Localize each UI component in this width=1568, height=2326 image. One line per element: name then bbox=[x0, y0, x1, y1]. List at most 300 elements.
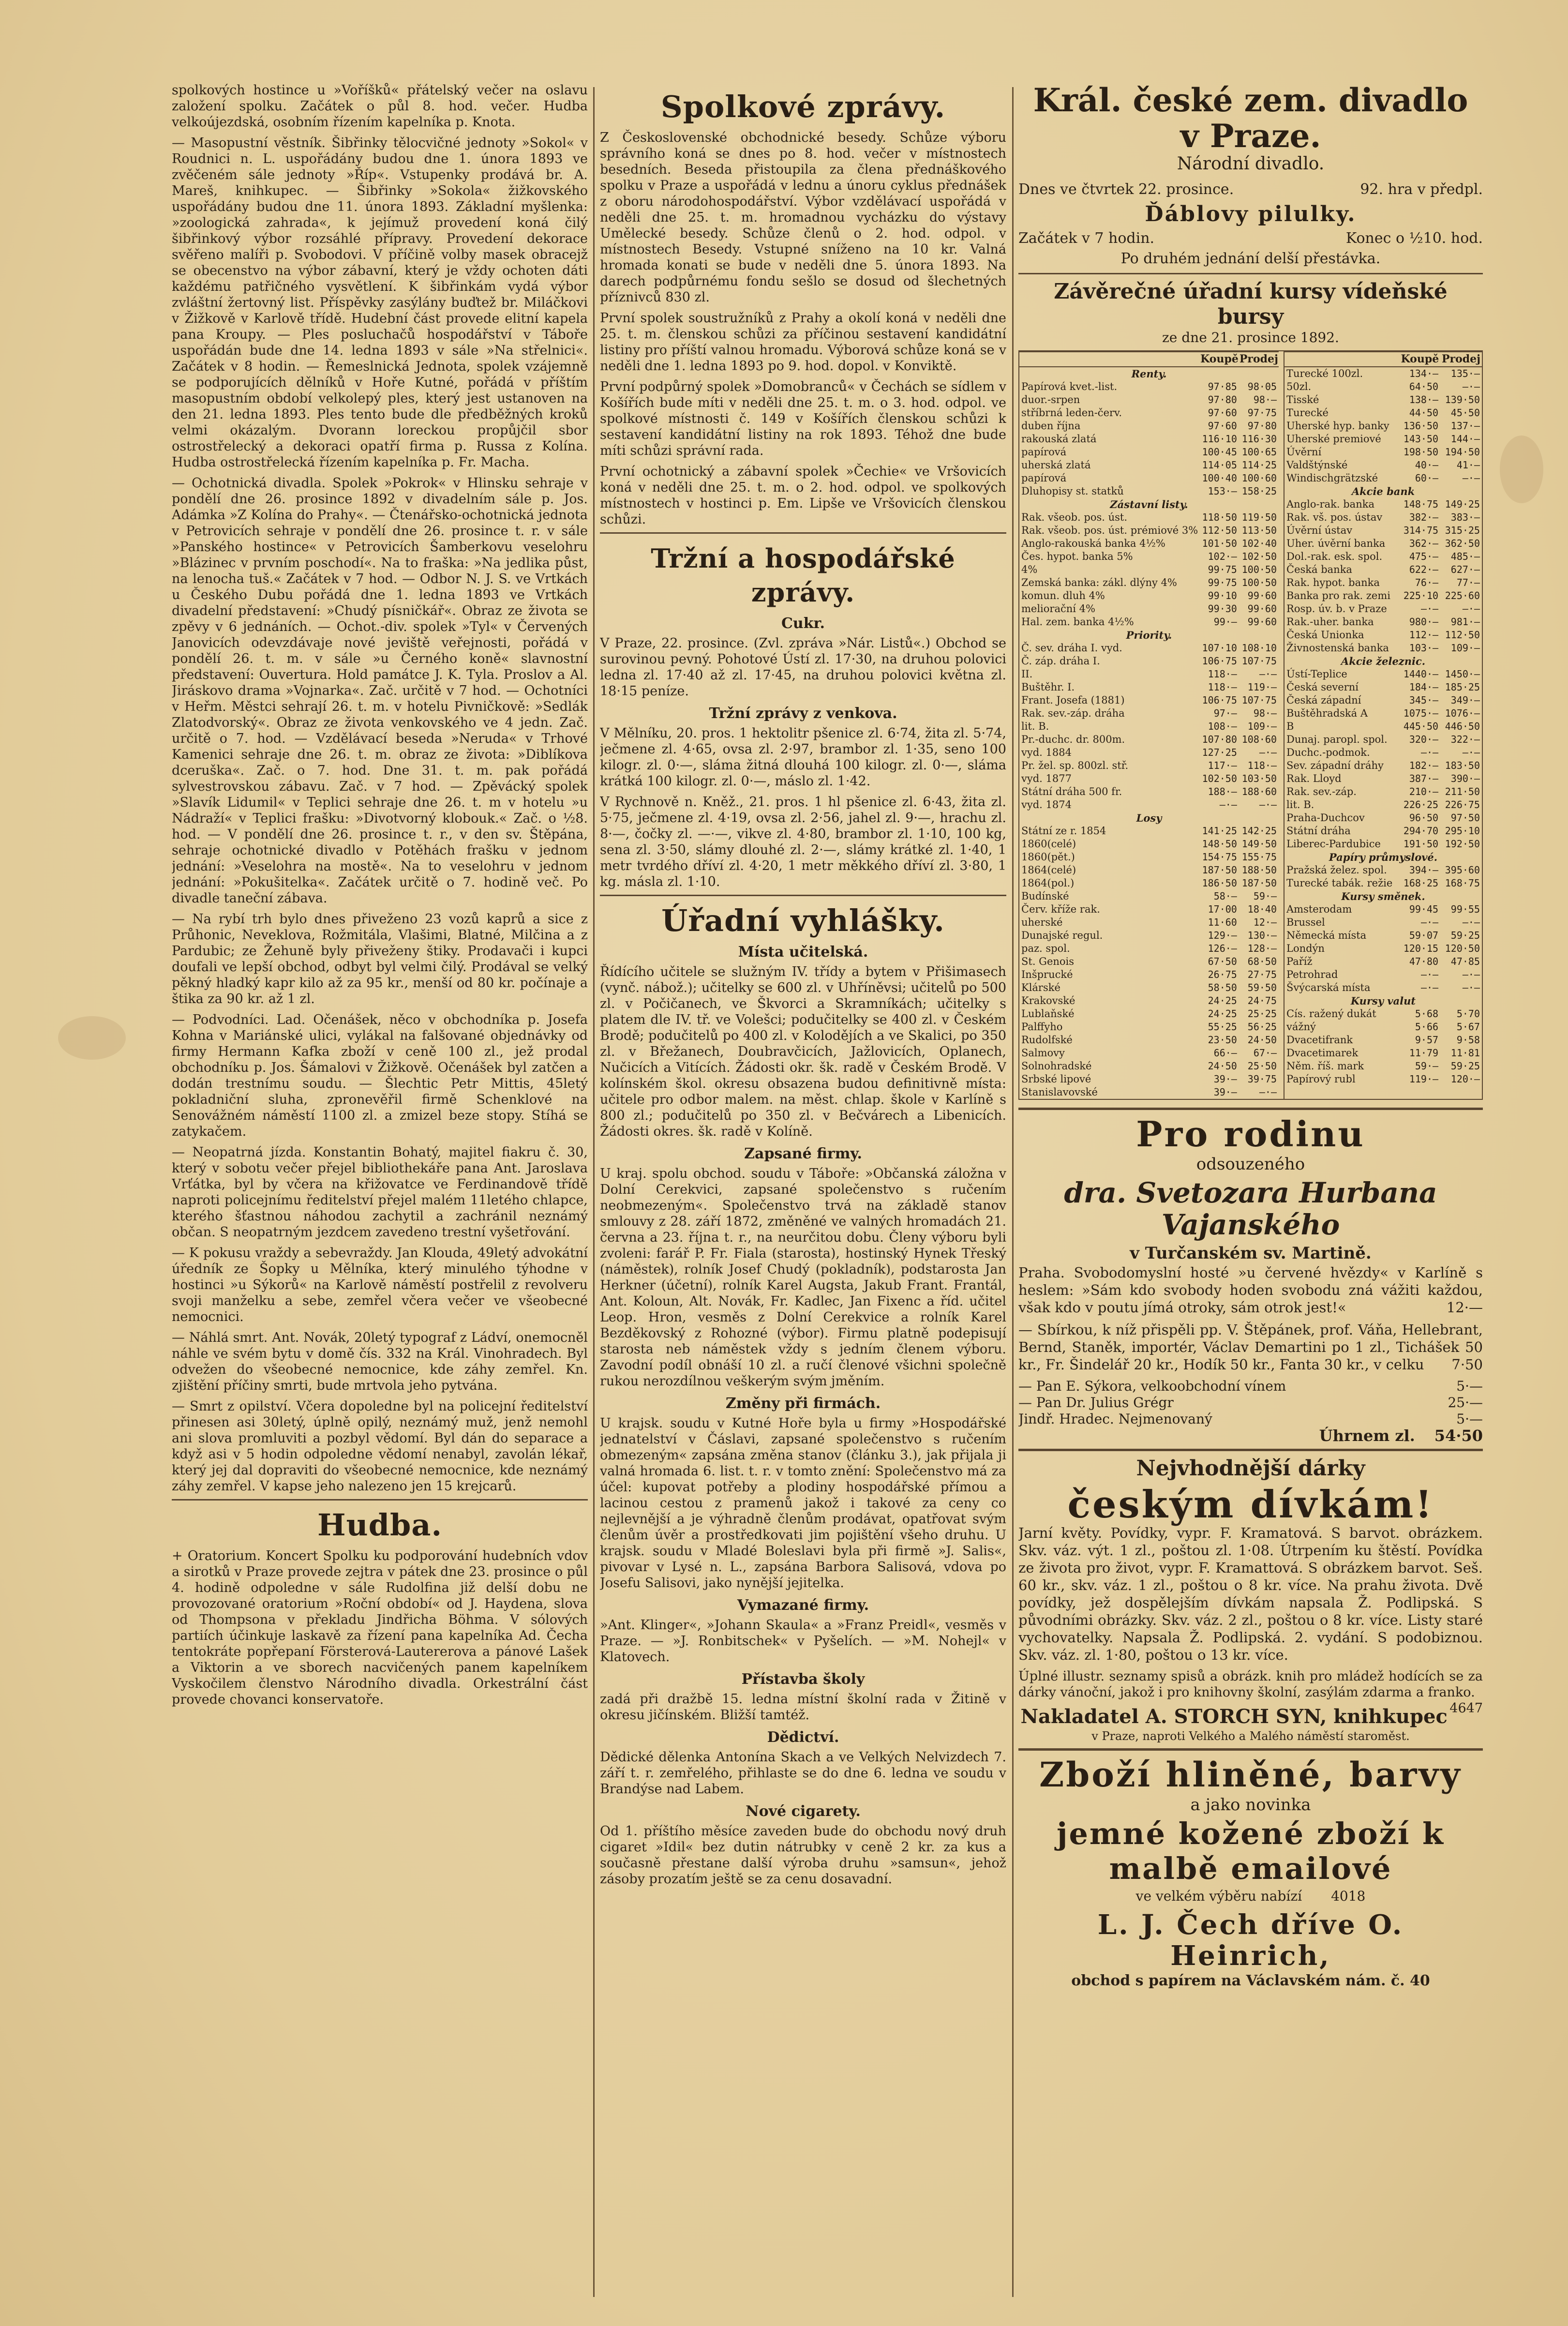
news-vrazda: — K pokusu vraždy a sebevraždy. Jan Klouda, 49letý advokátní úředník ze Šopky u Mělníka, který minulého týhodne v hostinci »u Sýkorů« na Karlově náměstí postřelil z revolveru svoji manželku a sebe, zemřel včera večer ve všeobecné nemocnici. bbox=[172, 1246, 588, 1324]
stock-name: Zemská banka: zákl. dlýny 4% bbox=[1021, 577, 1177, 588]
stock-name: Rak. hypot. banka bbox=[1286, 577, 1380, 588]
stock-name: Česká banka bbox=[1286, 564, 1352, 575]
stock-name: Lublaňské bbox=[1021, 1008, 1075, 1020]
stock-header-sell: Prodej bbox=[1440, 352, 1482, 367]
ad-zbozi-title: Zboží hliněné, barvy bbox=[1039, 1755, 1462, 1795]
stock-buy: 101·50 bbox=[1202, 538, 1237, 549]
ad-pro-rodinu-sub: odsouzeného bbox=[1196, 1155, 1305, 1174]
stock-buy: 362·— bbox=[1409, 538, 1439, 549]
stock-sell: 25·25 bbox=[1247, 1008, 1277, 1020]
stock-buy: 387·— bbox=[1409, 773, 1439, 784]
news-cigarety: Od 1. příštího měsíce zaveden bude do obchodu nový druh cigaret »Idil« bez dutin nátrubky v ceně 2 kr. za kus a současně přestane další výroba druhu »samsun«, jehož zásoby prozatím ještě se za cenu dosavadní. bbox=[600, 1824, 1006, 1887]
bursa-date: ze dne 21. prosince 1892. bbox=[1162, 330, 1339, 345]
stock-buy: 129·— bbox=[1208, 930, 1237, 941]
stock-buy: 40·— bbox=[1415, 459, 1439, 471]
news-venkov-rychnov: V Rychnově n. Kněž., 21. pros. 1 hl pšenice zl. 6·43, žita zl. 5·75, ječmene zl. 4·19, ovsa zl. 2·56, jahel zl. 9·—, hrachu zl. 8·—, čočky zl. —·—, vikve zl. 4·80, brambor zl. 1·10, 100 kg, sena zl. 3·50, slámy dlouhé zl. 2·—, slámy krátké zl. 1·40, 1 metr tvrdého dříví zl. 4·20, 1 metr měkkého dříví zl. 3·80, 1 kg. másla zl. 1·10. bbox=[600, 795, 1006, 889]
stock-sell: —·— bbox=[1259, 799, 1277, 810]
stock-row bbox=[1019, 393, 1279, 406]
stock-row bbox=[1019, 746, 1279, 759]
stock-name: 50zl. bbox=[1286, 381, 1312, 392]
section-title-spolkove: Spolkové zprávy. bbox=[660, 89, 946, 124]
stock-sell: 168·75 bbox=[1445, 877, 1480, 889]
stock-buy: 186·50 bbox=[1202, 877, 1237, 889]
stock-name: Rak. sev.-záp. dráha bbox=[1021, 707, 1125, 719]
stock-sell: 102·40 bbox=[1241, 538, 1277, 549]
stock-sell: 99·60 bbox=[1247, 603, 1277, 615]
stock-table bbox=[1018, 350, 1483, 1100]
stock-buy: 60·— bbox=[1415, 472, 1439, 484]
stock-row bbox=[1019, 485, 1279, 498]
stock-sell: 188·60 bbox=[1241, 786, 1277, 797]
stock-sell: 149·25 bbox=[1445, 498, 1480, 510]
stock-header-buy: Koupě bbox=[1400, 352, 1440, 367]
stock-row bbox=[1284, 811, 1482, 825]
stock-group-row bbox=[1019, 811, 1279, 825]
stock-sell: 47·85 bbox=[1450, 956, 1480, 967]
stock-sell: 11·81 bbox=[1450, 1047, 1480, 1059]
stock-name: Buštěhr. I. bbox=[1021, 681, 1075, 693]
stock-name: Státní dráha bbox=[1286, 825, 1351, 837]
stock-row bbox=[1284, 459, 1482, 472]
stock-row bbox=[1284, 1060, 1482, 1073]
stock-name: paz. spol. bbox=[1021, 943, 1070, 954]
stock-sell: 103·50 bbox=[1241, 773, 1277, 784]
theatre-time-row bbox=[1018, 229, 1483, 248]
stock-row bbox=[1284, 1020, 1482, 1034]
stock-buy: 24·25 bbox=[1208, 1008, 1237, 1020]
stock-row bbox=[1284, 916, 1482, 929]
stock-sell: 100·50 bbox=[1241, 577, 1277, 588]
ad-darky-head: Nejvhodnější dárky bbox=[1136, 1456, 1365, 1481]
stock-name: Paříž bbox=[1286, 956, 1313, 967]
stock-row bbox=[1019, 615, 1279, 629]
stock-buy: 59·07 bbox=[1409, 930, 1439, 941]
stock-buy: 980·— bbox=[1409, 616, 1439, 628]
stock-row bbox=[1019, 1086, 1279, 1099]
stock-sell: 446·50 bbox=[1445, 720, 1480, 732]
ad-zbozi-big: jemné kožené zboží k malbě emailové bbox=[1057, 1816, 1445, 1886]
stock-name: Buštěhradská A bbox=[1286, 707, 1368, 719]
stock-row bbox=[1019, 720, 1279, 733]
stock-row bbox=[1019, 1073, 1279, 1086]
news-intro: spolkových hostince u »Voříšků« přátelský večer na oslavu založení spolku. Začátek o půl 8. hod. večer. Hudba velkoújezdská, osobním řízením kapelníka p. Knota. bbox=[172, 83, 588, 130]
stock-name: Uher. úvěrní banka bbox=[1286, 538, 1386, 549]
stock-sell: 109·— bbox=[1247, 720, 1277, 732]
stock-sell: 362·50 bbox=[1445, 538, 1480, 549]
ad-zbozi-offer-row bbox=[1018, 1888, 1483, 1905]
stock-sell: 9·58 bbox=[1456, 1034, 1480, 1046]
stock-name: Praha-Duchcov bbox=[1286, 812, 1365, 824]
stock-sell: —·— bbox=[1462, 603, 1480, 615]
stock-buy: 97·85 bbox=[1208, 381, 1237, 392]
stock-sell: 59·— bbox=[1253, 890, 1277, 902]
stock-buy: 97·80 bbox=[1208, 394, 1237, 405]
stock-buy: 17·00 bbox=[1208, 903, 1237, 915]
column-3 bbox=[1018, 82, 1483, 2307]
stock-buy: 64·50 bbox=[1409, 381, 1439, 392]
donation-total: 54·50 bbox=[1434, 1426, 1483, 1445]
stock-sell: 119·50 bbox=[1241, 511, 1277, 523]
stock-buy: 76·— bbox=[1415, 577, 1439, 588]
stock-sell: 1076·— bbox=[1445, 707, 1480, 719]
stock-name: Německá místa bbox=[1286, 930, 1367, 941]
stock-buy: 96·50 bbox=[1409, 812, 1439, 824]
stock-buy: 103·— bbox=[1409, 642, 1439, 654]
stock-buy: 225·10 bbox=[1403, 590, 1439, 601]
ad-code: 4018 bbox=[1331, 1888, 1366, 1904]
ad-pro-rodinu-text bbox=[1018, 1264, 1483, 1316]
stock-name: Liberec-Pardubice bbox=[1286, 838, 1381, 850]
theatre-end: Konec o ½10. hod. bbox=[1345, 230, 1483, 247]
stock-buy: 107·10 bbox=[1202, 642, 1237, 654]
section-divider bbox=[1018, 1748, 1483, 1751]
stock-name: Pr.-duchc. dr. 800m. bbox=[1021, 734, 1125, 745]
stock-sell: 390·— bbox=[1450, 773, 1480, 784]
stock-buy: 58·— bbox=[1213, 890, 1237, 902]
stock-group-label: Kursy směnek. bbox=[1341, 890, 1425, 902]
stock-row bbox=[1019, 602, 1279, 615]
stock-buy: 106·75 bbox=[1202, 655, 1237, 667]
column-rule bbox=[1012, 87, 1014, 2297]
stock-buy: 117·— bbox=[1208, 760, 1237, 771]
stock-sell: 225·60 bbox=[1445, 590, 1480, 601]
ad-zbozi-offer: ve velkém výběru nabízí bbox=[1135, 1888, 1302, 1904]
stock-row bbox=[1019, 798, 1279, 811]
stock-row bbox=[1284, 668, 1482, 681]
stock-name: Londýn bbox=[1286, 943, 1325, 954]
stock-row bbox=[1019, 981, 1279, 994]
stock-row bbox=[1019, 433, 1279, 446]
stock-row bbox=[1019, 537, 1279, 550]
ad-darky-publisher: Nakladatel A. STORCH SYN, knihkupec bbox=[1020, 1705, 1448, 1728]
stock-row bbox=[1019, 929, 1279, 942]
stock-row bbox=[1284, 981, 1482, 994]
stock-name: Inšprucké bbox=[1021, 969, 1073, 980]
stock-buy: 143·50 bbox=[1403, 433, 1439, 445]
stock-buy: 120·15 bbox=[1403, 943, 1439, 954]
stock-sell: 120·— bbox=[1450, 1073, 1480, 1085]
stock-sell: —·— bbox=[1462, 747, 1480, 758]
donation-amount: 12·— bbox=[1446, 1299, 1483, 1316]
stock-sell: 107·75 bbox=[1241, 694, 1277, 706]
stock-sell: 59·25 bbox=[1450, 1060, 1480, 1072]
theatre-title: Král. české zem. divadlo v Praze. bbox=[1033, 82, 1468, 155]
stock-buy: 198·50 bbox=[1403, 446, 1439, 458]
stock-buy: 23·50 bbox=[1208, 1034, 1237, 1046]
stock-buy: —·— bbox=[1420, 982, 1439, 993]
stock-sell: 116·30 bbox=[1241, 433, 1277, 445]
stock-buy: 138·— bbox=[1409, 394, 1439, 405]
news-rybi-trh: — Na rybí trh bylo dnes přiveženo 23 vozů kaprů a sice z Průhonic, Neveklova, Rožmitála, Vlašimi, Blatné, Milčina a z Pardubic; ze Žehuně byly přiveženy štiky. Prodavači i kupci doufali ve lepší obchod, odbyt byl velmi čilý. Prodával se velký pěkný hladký kapr kilo až za 95 kr., menší od 80 kr. počínaje a štika za 90 kr. až 1 zl. bbox=[172, 912, 588, 1006]
stock-name: uherské bbox=[1021, 916, 1063, 928]
ad-darky-note bbox=[1018, 1668, 1483, 1716]
stock-group-label: Papíry průmyslové. bbox=[1329, 851, 1438, 863]
news-spolek-4: První ochotnický a zábavní spolek »Čechie« ve Vršovicích koná v neděli dne 25. t. m. o 2. hod. odpol. ve spolkových místnostech v hostinci p. Em. Lipše ve Vršovicích členskou schůzi. bbox=[600, 464, 1006, 527]
stock-buy: 136·50 bbox=[1403, 420, 1439, 432]
stock-sell: 100·65 bbox=[1241, 446, 1277, 458]
stock-sell: 194·50 bbox=[1445, 446, 1480, 458]
stock-sell: 108·60 bbox=[1241, 734, 1277, 745]
stock-name: Pr. žel. sp. 800zl. stř. bbox=[1021, 760, 1129, 771]
stock-name: papírová bbox=[1021, 446, 1067, 458]
stock-buy: 44·50 bbox=[1409, 407, 1439, 419]
stock-name: lit. B. bbox=[1021, 720, 1049, 732]
stock-sell: —·— bbox=[1259, 1086, 1277, 1098]
stock-name: vyd. 1874 bbox=[1021, 799, 1072, 810]
stock-row bbox=[1284, 681, 1482, 694]
news-podvodnici: — Podvodníci. Lad. Očenášek, něco v obchodníka p. Josefa Kohna v Mariánské ulici, vylákal na falšované objednávky od firmy Hermann Kafka zboží v ceně 100 zl., jež prodal obchodníku p. Jos. Šámalovi v Žižkově. Očenášek byl zatčen a dodán trestnímu soudu. — Šlechtic Petr Mittis, 45letý pokladniční sluha, zpronevěřil firmě Schenklové na Senovážném náměstí 1100 zl. a zmizel beze stopy. Stíhá se zatykačem. bbox=[172, 1012, 588, 1139]
stock-name: 1864(pol.) bbox=[1021, 877, 1075, 889]
stock-name: vyd. 1884 bbox=[1021, 747, 1072, 758]
stock-row bbox=[1019, 511, 1279, 524]
stock-buy: 112·50 bbox=[1202, 525, 1237, 536]
stock-name: uherská zlatá bbox=[1021, 459, 1091, 471]
stock-name: Česká Unionka bbox=[1286, 629, 1364, 641]
stock-name: Valdštýnské bbox=[1286, 459, 1348, 471]
stock-name: Rak. všeob. pos. úst. prémiové 3% bbox=[1021, 525, 1198, 536]
donation-amount: 5·— bbox=[1456, 1411, 1483, 1427]
stock-name: Uherské premiové bbox=[1286, 433, 1381, 445]
stock-row bbox=[1019, 681, 1279, 694]
theatre-date: Dnes ve čtvrtek 22. prosince. bbox=[1018, 181, 1234, 198]
stock-buy: 116·10 bbox=[1202, 433, 1237, 445]
stock-name: Dvacetimarek bbox=[1286, 1047, 1359, 1059]
stock-buy: 1440·— bbox=[1403, 668, 1439, 680]
stock-name: meliorační 4% bbox=[1021, 603, 1095, 615]
stock-name: Něm. říš. mark bbox=[1286, 1060, 1364, 1072]
stock-row bbox=[1284, 733, 1482, 746]
stock-row bbox=[1284, 642, 1482, 655]
stock-buy: 59·— bbox=[1415, 1060, 1439, 1072]
stock-sell: 25·50 bbox=[1247, 1060, 1277, 1072]
stock-sell: —·— bbox=[1462, 381, 1480, 392]
stock-buy: 148·50 bbox=[1202, 838, 1237, 850]
stock-row bbox=[1019, 524, 1279, 537]
stock-buy: 112·— bbox=[1409, 629, 1439, 641]
stock-row bbox=[1284, 707, 1482, 720]
stock-sell: 155·75 bbox=[1241, 851, 1277, 863]
stock-row bbox=[1284, 393, 1482, 406]
stock-name: Pražská želez. spol. bbox=[1286, 864, 1387, 876]
stock-name: Česká severní bbox=[1286, 681, 1359, 693]
stock-row bbox=[1284, 602, 1482, 615]
stock-name: Solnohradské bbox=[1021, 1060, 1092, 1072]
stock-row bbox=[1019, 642, 1279, 655]
stock-name: II. bbox=[1021, 668, 1033, 680]
stock-buy: 55·25 bbox=[1208, 1021, 1237, 1033]
stock-name: Dunajské regul. bbox=[1021, 930, 1103, 941]
donation-name: — Pan Dr. Julius Grégr bbox=[1018, 1395, 1174, 1411]
stock-name: Krakovské bbox=[1021, 995, 1075, 1006]
stock-sell: —·— bbox=[1259, 668, 1277, 680]
stock-buy: 100·45 bbox=[1202, 446, 1237, 458]
donation-amount: 25·— bbox=[1448, 1395, 1483, 1411]
stock-name: Klárské bbox=[1021, 982, 1060, 993]
stock-name: Brussel bbox=[1286, 916, 1325, 928]
stock-row bbox=[1284, 838, 1482, 851]
stock-name: Anglo-rak. banka bbox=[1286, 498, 1374, 510]
stock-buy: 99·75 bbox=[1208, 577, 1237, 588]
stock-buy: —·— bbox=[1219, 799, 1237, 810]
stock-sell: 67·— bbox=[1253, 1047, 1277, 1059]
stock-buy: 107·80 bbox=[1202, 734, 1237, 745]
stock-sell: 349·— bbox=[1450, 694, 1480, 706]
stock-row bbox=[1284, 1047, 1482, 1060]
stock-name: rakouská zlatá bbox=[1021, 433, 1097, 445]
stock-buy: 127·25 bbox=[1202, 747, 1237, 758]
stock-sell: 24·50 bbox=[1247, 1034, 1277, 1046]
ad-zbozi-sub: a jako novinka bbox=[1190, 1795, 1311, 1815]
stock-row bbox=[1284, 825, 1482, 838]
news-vymazane: »Ant. Klinger«, »Johann Skaula« a »Franz Preidl«, vesměs v Praze. — »J. Ronbitschek« v Pyšelích. — »M. Nohejl« v Klatovech. bbox=[600, 1618, 1006, 1665]
stock-name: Rosp. úv. b. v Praze bbox=[1286, 603, 1387, 615]
stock-group-row bbox=[1284, 890, 1482, 903]
stock-sell: 139·50 bbox=[1445, 394, 1480, 405]
stock-name: Petrohrad bbox=[1286, 969, 1338, 980]
stock-row bbox=[1284, 563, 1482, 576]
stock-buy: 153·— bbox=[1208, 485, 1237, 497]
stock-sell: 59·50 bbox=[1247, 982, 1277, 993]
stock-row bbox=[1284, 550, 1482, 563]
stock-sell: 68·50 bbox=[1247, 956, 1277, 967]
stock-row bbox=[1284, 1007, 1482, 1020]
stock-row bbox=[1284, 589, 1482, 602]
stock-sell: 97·80 bbox=[1247, 420, 1277, 432]
stock-name: Windischgrätzské bbox=[1286, 472, 1378, 484]
stock-buy: —·— bbox=[1420, 747, 1439, 758]
stock-row bbox=[1019, 903, 1279, 916]
stock-header-name bbox=[1284, 352, 1400, 367]
stock-row bbox=[1019, 968, 1279, 981]
stock-row bbox=[1284, 903, 1482, 916]
stock-buy: 394·— bbox=[1409, 864, 1439, 876]
stock-sell: 114·25 bbox=[1241, 459, 1277, 471]
stock-sell: 130·— bbox=[1247, 930, 1277, 941]
stock-sell: 322·— bbox=[1450, 734, 1480, 745]
stock-buy: 5·68 bbox=[1415, 1008, 1439, 1020]
stock-row bbox=[1284, 955, 1482, 968]
stock-row bbox=[1019, 459, 1279, 472]
stock-row bbox=[1019, 877, 1279, 890]
stock-buy: 106·75 bbox=[1202, 694, 1237, 706]
stock-buy: 114·05 bbox=[1202, 459, 1237, 471]
stock-buy: 99·10 bbox=[1208, 590, 1237, 601]
stock-group-row bbox=[1284, 485, 1482, 498]
stock-sell: 77·— bbox=[1456, 577, 1480, 588]
stock-row bbox=[1019, 550, 1279, 563]
stock-buy: 382·— bbox=[1409, 511, 1439, 523]
stock-sell: 102·50 bbox=[1241, 551, 1277, 562]
ad-zbozi-firm: L. J. Čech dříve O. Heinrich, bbox=[1097, 1909, 1404, 1972]
stock-name: komun. dluh 4% bbox=[1021, 590, 1105, 601]
stock-name: Dluhopisy st. statků bbox=[1021, 485, 1124, 497]
theatre-date-row bbox=[1018, 180, 1483, 199]
subheading-mista: Místa učitelská. bbox=[738, 944, 868, 960]
stock-row bbox=[1019, 1020, 1279, 1034]
stock-name: Anglo-rakouská banka 4½% bbox=[1021, 538, 1165, 549]
stock-name: Rak. sev.-záp. bbox=[1286, 786, 1357, 797]
stock-name: Turecké bbox=[1286, 407, 1329, 419]
stock-sell: 295·10 bbox=[1445, 825, 1480, 837]
stock-name: Rak. vš. pos. ústav bbox=[1286, 511, 1383, 523]
stock-buy: 39·— bbox=[1213, 1073, 1237, 1085]
paper-stain bbox=[58, 1016, 126, 1060]
stock-group-row bbox=[1284, 994, 1482, 1007]
stock-buy: 9·57 bbox=[1415, 1034, 1439, 1046]
subheading-cukr: Cukr. bbox=[781, 615, 825, 632]
stock-name: Čes. hypot. banka 5% bbox=[1021, 551, 1133, 562]
stock-name: Č. sev. dráha I. vyd. bbox=[1021, 642, 1122, 654]
stock-sell: 185·25 bbox=[1445, 681, 1480, 693]
news-masopust: — Masopustní věstník. Šibřinky tělocvičné jednoty »Sokol« v Roudnici n. L. uspořádány budou dne 1. února 1893 ve zvěčeném sále jednoty »Říp«. Vstupenky prodává br. A. Mareš, knihkupec. — Šibřinky »Sokola« žižkovského uspořádány budou dne 11. února 1893. Základní myšlenka: »zoologická zahrada«, k jejímuž provedení koná čilý šibřinkový výbor rozsáhlé přípravy. Provedení dekorace svěřeno malíři p. Svobodovi. V příčině volby masek obracejž se obecenstvo na výbor zábavní, který je vždy ochoten dáti každému patřičného vysvětlení. K šibřinkám vydá výbor zvláštní žertovný list. Příspěvky zasýlány buďtež br. Miláčkovi v Žižkově v Karlově třídě. Hudební část provede elitní kapela pana Kroupy. — Ples posluchačů hospodářství v Táboře uspořádán bude dne 14. ledna 1893 v sále »Na střelnici«. Začátek v 8 hodin. — Řemeslnická Jednota, spolek vzájemně se podporujících dělníků v Hoře Kutné, pořádá v příštím masopustním období velkolepý ples, který jest ustanoven na den 21. ledna 1893. Ples tento bude dle předběžných kroků velmi okázalým. Dvorann loreckou propůjčil sbor ostrostřelecký a dekoraci opatří firma p. Russa z Kolína. Hudba ostrostřelecká řízením kapelníka p. Fr. Macha. bbox=[172, 135, 588, 470]
stock-header-sell: Prodej bbox=[1239, 352, 1279, 367]
stock-row bbox=[1284, 367, 1482, 380]
stock-sell: 137·— bbox=[1450, 420, 1480, 432]
stock-buy: 188·— bbox=[1208, 786, 1237, 797]
stock-name: stříbrná leden-červ. bbox=[1021, 407, 1122, 419]
stock-buy: 226·25 bbox=[1403, 799, 1439, 810]
stock-buy: 118·— bbox=[1208, 668, 1237, 680]
stock-sell: 100·60 bbox=[1241, 472, 1277, 484]
stock-row bbox=[1284, 929, 1482, 942]
donation-row bbox=[1018, 1395, 1483, 1411]
stock-buy: 294·70 bbox=[1403, 825, 1439, 837]
stock-sell: 41·— bbox=[1456, 459, 1480, 471]
news-zapsane: U kraj. spolu obchod. soudu v Táboře: »Občanská záložna v Dolní Cerekvici, zapsané společenstvo s ručením neobmezeným«. Společenstvo trvá na základě stanov smlouvy z 28. září 1872, změněné ve valných hromadách 21. června a 23. října t. r., na neurčitou dobu. Členy výboru byli zvoleni: farář P. Fr. Fiala (starosta), hostinský Hynek Třeský (náměstek), rolník Josef Chudý (pokladník), podstarosta Jan Herkner (účetní), rolník Karel Augsta, Jakub Frant. Frantál, Ant. Koloun, Alt. Novák, Fr. Kadlec, Jan Fixenc a říd. učitel Leop. Hron, vesměs z Dolní Cerekvice a rolník Karel Bezděkovský z Rohozné (výbor). Firmu platně podepisují starosta neb náměstek vždy s jedním členem výboru. Zavodní podíl obnáší 10 zl. a ručí členové všichni společně rukou nerozdílnou veškerým svým jměním. bbox=[600, 1166, 1006, 1389]
stock-sell: 627·— bbox=[1450, 564, 1480, 575]
stock-header-buy: Koupě bbox=[1200, 352, 1239, 367]
stock-row bbox=[1019, 589, 1279, 602]
stock-sell: 27·75 bbox=[1247, 969, 1277, 980]
stock-sell: 98·— bbox=[1253, 394, 1277, 405]
stock-group-row bbox=[1019, 367, 1279, 380]
stock-row bbox=[1284, 1034, 1482, 1047]
stock-row bbox=[1019, 655, 1279, 668]
stock-row bbox=[1019, 825, 1279, 838]
stock-buy: 445·50 bbox=[1403, 720, 1439, 732]
stock-row bbox=[1019, 668, 1279, 681]
stock-name: Úvěrní ústav bbox=[1286, 525, 1353, 536]
stock-row bbox=[1019, 576, 1279, 589]
donation-amount: 5·— bbox=[1456, 1378, 1483, 1394]
section-divider bbox=[1018, 273, 1483, 274]
news-venkov-melnik: V Mělníku, 20. pros. 1 hektolitr pšenice zl. 6·74, žita zl. 5·74, ječmene zl. 4·65, ovsa zl. 2·97, brambor zl. 1·35, seno 100 kilogr. zl. 0·—, sláma žitná dlouhá 100 kilogr. zl. 0·—, sláma krátká 100 kilogr. zl. 0·—, máslo zl. 1·42. bbox=[600, 726, 1006, 789]
stock-name: Hal. zem. banka 4½% bbox=[1021, 616, 1134, 628]
stock-row bbox=[1284, 615, 1482, 629]
stock-name: Státní ze r. 1854 bbox=[1021, 825, 1106, 837]
stock-name: Rak. všeob. pos. úst. bbox=[1021, 511, 1128, 523]
stock-buy: 47·80 bbox=[1409, 956, 1439, 967]
stock-buy: 119·— bbox=[1409, 1073, 1439, 1085]
stock-sell: 226·75 bbox=[1445, 799, 1480, 810]
donation-name: Jindř. Hradec. Nejmenovaný bbox=[1018, 1411, 1212, 1427]
stock-buy: 622·— bbox=[1409, 564, 1439, 575]
stock-buy: 99·75 bbox=[1208, 564, 1237, 575]
section-divider bbox=[600, 895, 1006, 896]
stock-name: Tisské bbox=[1286, 394, 1319, 405]
news-nahla-smrt: — Náhlá smrt. Ant. Novák, 20letý typograf z Ládví, onemocněl náhle ve svém bytu v domě čís. 332 na Král. Vinohradech. Byl odvežen do všeobecné nemocnice, kde záhy zemřel. Kn. zjištění příčiny smrti, bude mrtvola jeho pytvána. bbox=[172, 1330, 588, 1393]
stock-group-label: Akcie železnic. bbox=[1341, 655, 1426, 667]
stock-buy: 168·25 bbox=[1403, 877, 1439, 889]
stock-row bbox=[1019, 1060, 1279, 1073]
stock-name: 4% bbox=[1021, 564, 1038, 575]
stock-sell: —·— bbox=[1259, 747, 1277, 758]
stock-buy: —·— bbox=[1420, 916, 1439, 928]
stock-row bbox=[1284, 772, 1482, 785]
stock-name: lit. B. bbox=[1286, 799, 1314, 810]
ad-darky-text: Jarní květy. Povídky, vypr. F. Kramatová. S barvot. obrázkem. Skv. váz. výt. 1 zl., poštou zl. 1·08. Útrpením ku štěstí. Povídka ze života pro život, vypr. F. Kramattová. S obrázkem barvot. Seš. 60 kr., skv. váz. 1 zl., poštou o 8 kr. více. Na prahu života. Dvě povídky, jež dospělejším dívkám napsala Ž. Podlipská. S původními obrázky. Skv. váz. 2 zl., poštou o 8 kr. více. Listy staré vychovatelky. Napsala Ž. Podlipská. 2. vydání. S podobiznou. Skv. váz. zl. 1·80, poštou o 13 kr. více. bbox=[1018, 1525, 1483, 1663]
stock-name: Banka pro rak. zemi bbox=[1286, 590, 1390, 601]
